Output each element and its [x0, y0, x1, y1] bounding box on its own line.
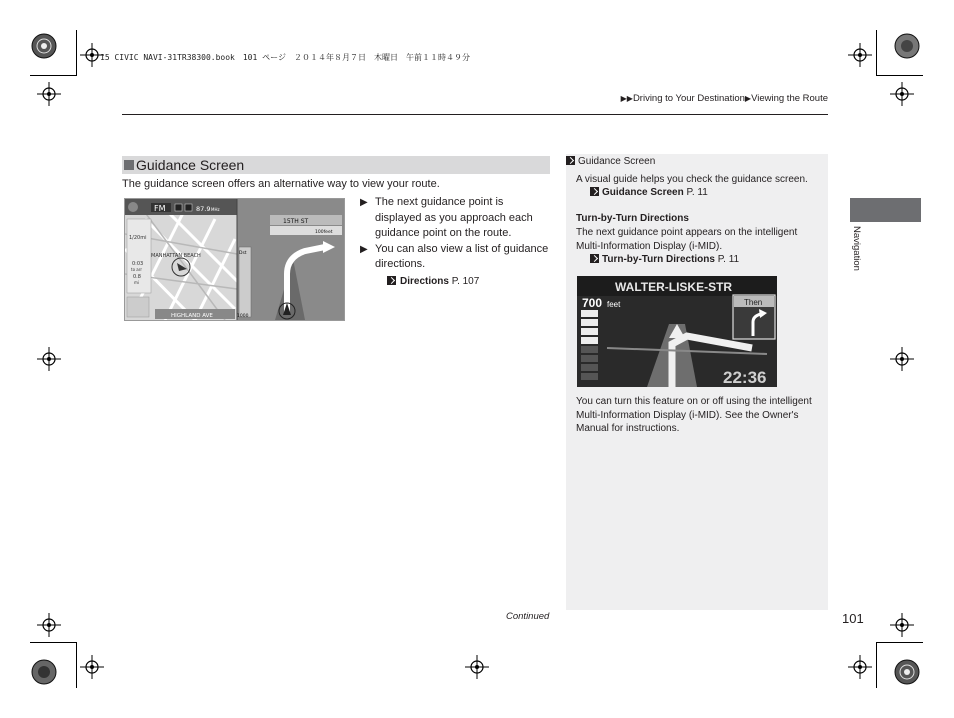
imid-then: Then — [744, 298, 763, 307]
bullet-item — [360, 242, 550, 273]
crop-line — [876, 642, 877, 688]
xref-directions[interactable] — [360, 274, 550, 290]
map-next-street: 15TH ST — [283, 218, 309, 225]
chapter-tab[interactable] — [850, 198, 921, 222]
bullet-arrow-icon: ▶ — [360, 243, 368, 255]
rosette-mark-icon — [31, 659, 57, 685]
print-header: 15 CIVIC NAVI-31TR38300.book 101 ページ ２０１４年８月７日 木曜日 午前１１時４９分 — [100, 53, 470, 62]
imid-unit: feet — [607, 300, 621, 309]
sidebar-text-3: You can turn this feature on or off using the intelligent Multi-Information Display (i-MID). See the Owner's Manual for instructions. — [576, 396, 812, 434]
map-frequency: 87.9 — [196, 205, 211, 213]
map-screen-image — [124, 198, 345, 321]
chapter-tab-label: Navigation — [851, 226, 862, 271]
sidebar-xref-2[interactable] — [590, 254, 739, 265]
crosshair-mark-icon — [848, 43, 872, 67]
page-number: 101 — [842, 611, 864, 626]
crop-line — [76, 30, 77, 76]
sidebar-text-1: A visual guide helps you check the guidance screen. — [576, 174, 808, 185]
sidebar-xref-2-label[interactable]: Turn-by-Turn Directions — [602, 254, 715, 265]
section-title-bar — [122, 156, 550, 174]
crosshair-mark-icon — [465, 655, 489, 679]
rosette-mark-icon — [894, 659, 920, 685]
xref-arrow-icon — [387, 276, 396, 285]
sidebar-title-arrow-icon — [566, 156, 575, 165]
sidebar-xref-1-label[interactable]: Guidance Screen — [602, 187, 684, 198]
breadcrumb — [621, 93, 828, 104]
imid-display-image — [577, 276, 777, 387]
map-distance-value: 0.8 — [133, 274, 141, 280]
map-area-label: MANHATTAN BEACH — [151, 253, 201, 259]
breadcrumb-link-2[interactable]: Viewing the Route — [751, 93, 828, 104]
crosshair-mark-icon — [890, 613, 914, 637]
map-frequency-unit: MHz — [211, 207, 220, 212]
map-scale-label: 1/20mi — [129, 235, 147, 241]
sidebar-note — [566, 154, 828, 610]
rosette-mark-icon — [31, 33, 57, 59]
map-time-to-arrival: 0:03 — [132, 261, 144, 267]
crosshair-mark-icon — [890, 82, 914, 106]
sidebar-heading-2: Turn-by-Turn Directions — [576, 213, 689, 224]
map-to-arr-label: to arr — [131, 267, 142, 272]
section-square-icon — [124, 160, 134, 170]
crosshair-mark-icon — [890, 347, 914, 371]
sidebar-xref-1-page: P. 11 — [686, 187, 708, 198]
bullet-item — [360, 195, 550, 242]
crosshair-mark-icon — [37, 347, 61, 371]
breadcrumb-arrow-icon: ▶ — [744, 94, 752, 103]
crosshair-mark-icon — [848, 655, 872, 679]
bullet-text: You can also view a list of guidance directions. — [375, 242, 549, 270]
map-next-distance: 100feet — [315, 230, 333, 235]
map-dist-label: Dst — [239, 251, 247, 256]
xref-arrow-icon — [590, 187, 599, 196]
sidebar-title-text: Guidance Screen — [578, 156, 656, 167]
header-rule — [122, 114, 828, 115]
bullet-arrow-icon: ▶ — [360, 197, 368, 208]
sidebar-xref-2-page: P. 11 — [717, 254, 740, 265]
section-title: Guidance Screen — [136, 157, 245, 173]
map-dist-value: 1000 — [237, 314, 249, 319]
rosette-mark-icon — [894, 33, 920, 59]
sidebar-title — [566, 156, 655, 167]
continued-label: Continued — [506, 611, 550, 622]
breadcrumb-arrow-icon: ▶▶ — [620, 94, 633, 103]
crosshair-mark-icon — [37, 82, 61, 106]
sidebar-xref-1[interactable] — [590, 187, 708, 198]
intro-text: The guidance screen offers an alternative way to view your route. — [122, 178, 440, 190]
bullet-text: The next guidance point is displayed as you approach each guidance point on the route. — [375, 196, 533, 239]
xref-page: P. 107 — [451, 275, 480, 287]
xref-label[interactable]: Directions — [400, 275, 449, 287]
map-bottom-street: HIGHLAND AVE — [171, 313, 213, 319]
map-audio-source: FM — [154, 204, 166, 213]
breadcrumb-link-1[interactable]: Driving to Your Destination — [632, 93, 745, 104]
crop-line — [877, 75, 923, 76]
xref-arrow-icon — [590, 254, 599, 263]
imid-time: 22:36 — [723, 368, 767, 387]
bullet-list — [360, 195, 550, 289]
imid-street: WALTER-LISKE-STR — [615, 280, 733, 294]
imid-distance: 700 — [582, 296, 603, 310]
crosshair-mark-icon — [80, 655, 104, 679]
crop-line — [877, 642, 923, 643]
map-distance-unit: mi — [134, 280, 140, 285]
crosshair-mark-icon — [37, 613, 61, 637]
crop-line — [30, 75, 76, 76]
crop-line — [30, 642, 76, 643]
sidebar-text-2: The next guidance point appears on the intelligent Multi-Information Display (i-MID). — [576, 227, 798, 252]
crop-line — [876, 30, 877, 76]
crop-line — [76, 642, 77, 688]
